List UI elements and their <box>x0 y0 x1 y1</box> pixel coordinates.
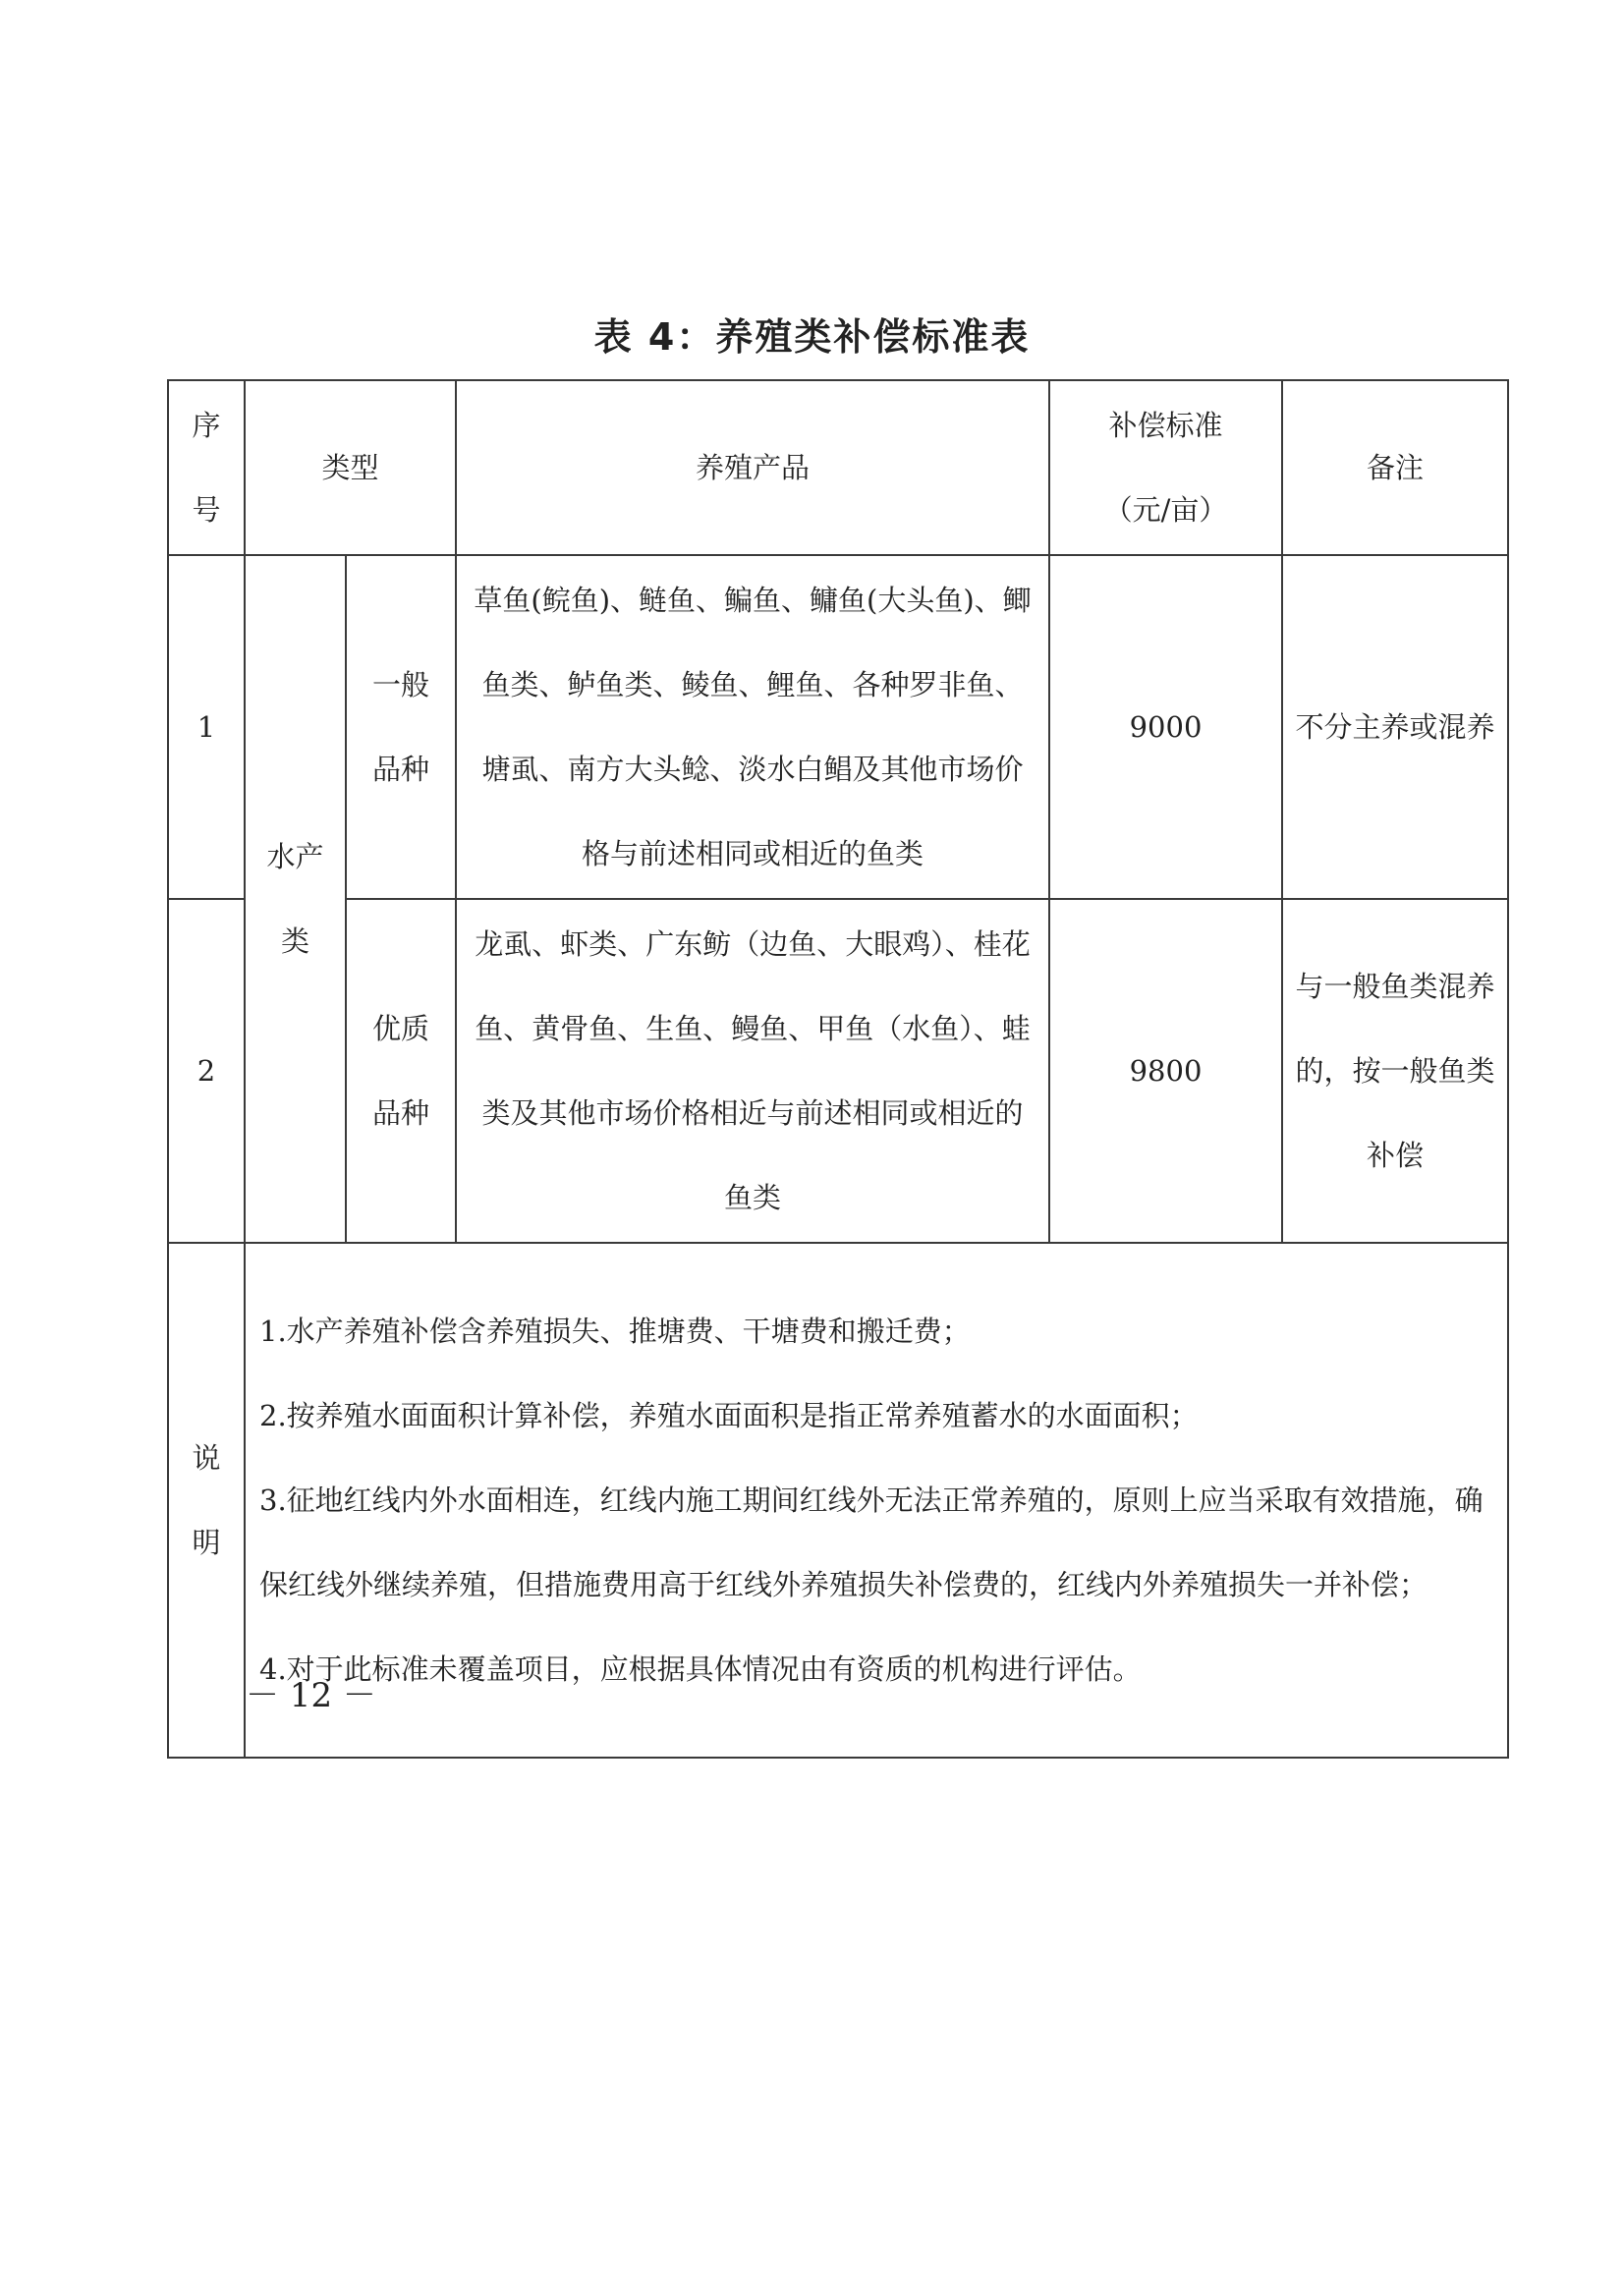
notes-cell <box>245 1243 1508 1758</box>
page-number: － 12 － <box>246 1676 376 1715</box>
compensation-table <box>167 379 1509 1759</box>
header-standard: 补偿标准 （元/亩） <box>1049 380 1282 555</box>
header-row <box>168 380 1508 555</box>
standard-cell: 9000 <box>1049 555 1282 899</box>
header-type: 类型 <box>245 380 456 555</box>
note-item: 2.按养殖水面面积计算补偿，养殖水面面积是指正常养殖蓄水的水面面积； <box>259 1399 1199 1432</box>
category-cell: 水产 类 <box>245 555 346 1243</box>
product-cell: 龙虱、虾类、广东鲂（边鱼、大眼鸡）、桂花鱼、黄骨鱼、生鱼、鳗鱼、甲鱼（水鱼）、蛙类及其他市场价格相近与前述相同或相近的鱼类 <box>456 899 1049 1243</box>
variety-cell: 一般 品种 <box>346 555 456 899</box>
header-remark: 备注 <box>1282 380 1508 555</box>
table-row <box>168 899 1508 1243</box>
notes-label: 说 明 <box>168 1243 245 1758</box>
remark-cell: 不分主养或混养 <box>1282 555 1508 899</box>
remark-cell: 与一般鱼类混养的，按一般鱼类补偿 <box>1282 899 1508 1243</box>
note-item: 1.水产养殖补偿含养殖损失、推塘费、干塘费和搬迁费； <box>259 1315 971 1348</box>
variety-cell: 优质 品种 <box>346 899 456 1243</box>
table-row <box>168 555 1508 899</box>
header-seq: 序 号 <box>168 380 245 555</box>
standard-cell: 9800 <box>1049 899 1282 1243</box>
note-item: 3.征地红线内外水面相连，红线内施工期间红线外无法正常养殖的，原则上应当采取有效措施，确保红线外继续养殖，但措施费用高于红线外养殖损失补偿费的，红线内外养殖损失一并补偿； <box>259 1483 1484 1601</box>
table-title: 表 4：养殖类补偿标准表 <box>593 315 1031 359</box>
product-cell: 草鱼(鲩鱼)、鲢鱼、鳊鱼、鳙鱼(大头鱼)、鲫鱼类、鲈鱼类、鲮鱼、鲤鱼、各种罗非鱼、塘虱、南方大头鲶、淡水白鲳及其他市场价格与前述相同或相近的鱼类 <box>456 555 1049 899</box>
row-seq: 2 <box>168 899 245 1243</box>
row-seq: 1 <box>168 555 245 899</box>
note-item: 4.对于此标准未覆盖项目，应根据具体情况由有资质的机构进行评估。 <box>259 1652 1142 1686</box>
header-product: 养殖产品 <box>456 380 1049 555</box>
